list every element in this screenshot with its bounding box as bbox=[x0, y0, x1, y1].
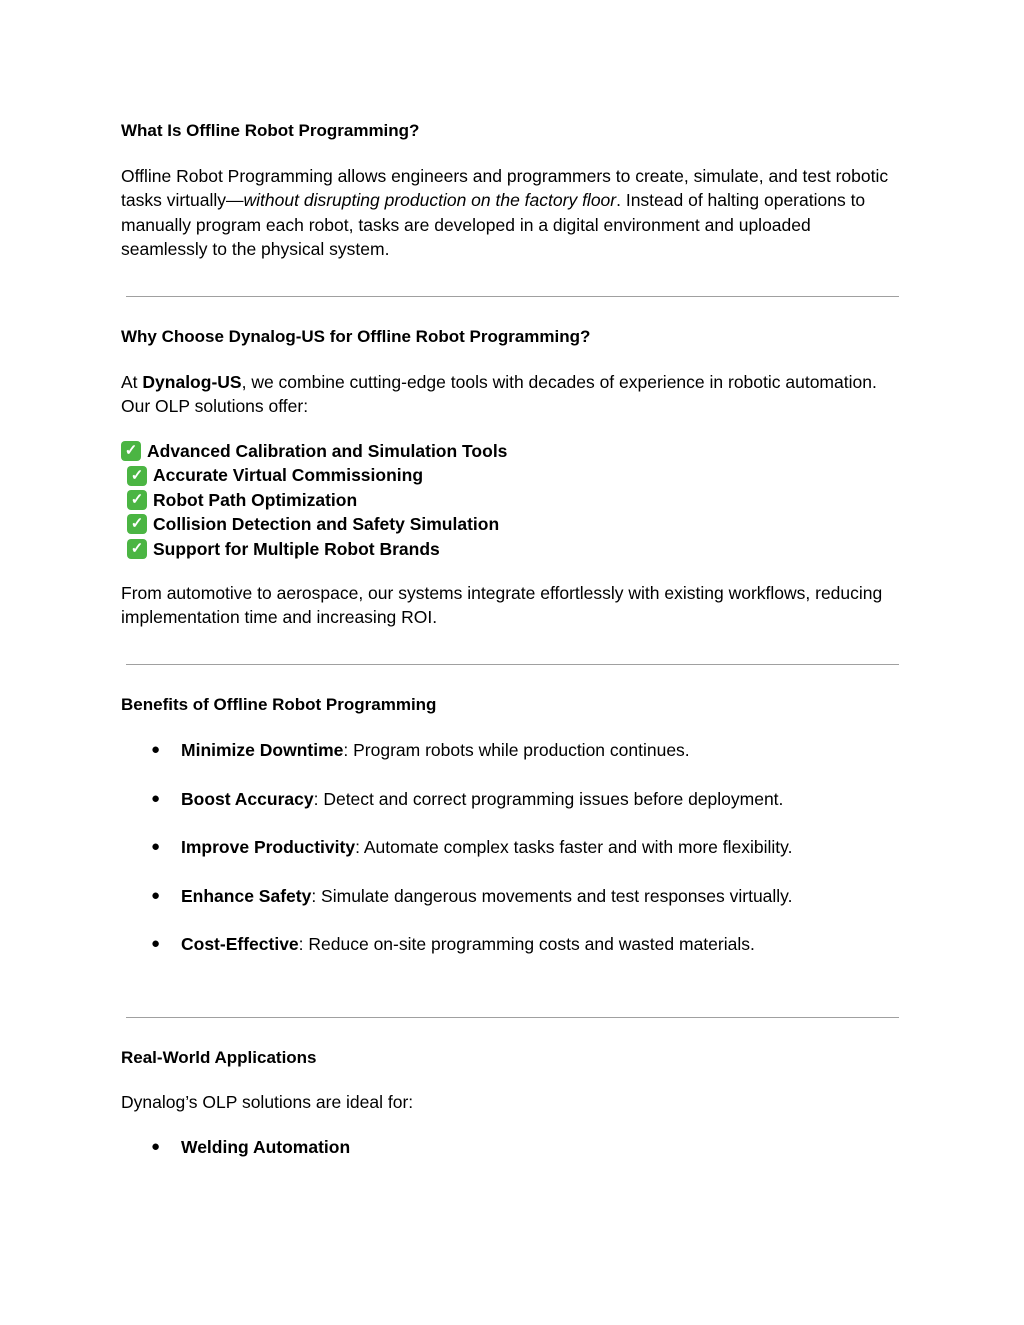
bullet-icon: ● bbox=[151, 935, 161, 952]
feature-checklist bbox=[121, 439, 507, 561]
benefit-desc: : Detect and correct programming issues before deployment. bbox=[313, 788, 784, 809]
para-text-italic: without disrupting production on the factory floor bbox=[243, 190, 617, 211]
intro-text-start: At bbox=[121, 372, 143, 392]
list-item bbox=[151, 738, 793, 762]
heading-what-is-olp: What Is Offline Robot Programming? bbox=[121, 121, 420, 140]
heading-applications: Real-World Applications bbox=[121, 1048, 317, 1067]
list-item bbox=[151, 884, 793, 908]
list-item bbox=[151, 787, 793, 811]
divider-2 bbox=[126, 664, 899, 665]
paragraph-applications-intro: Dynalog’s OLP solutions are ideal for: bbox=[121, 1092, 414, 1112]
divider-3 bbox=[126, 1017, 899, 1018]
divider-1 bbox=[126, 296, 899, 297]
bullet-icon: ● bbox=[151, 789, 161, 807]
feature-label: Collision Detection and Safety Simulation bbox=[153, 514, 500, 535]
check-mark-icon: ✓ bbox=[121, 441, 141, 461]
application-term: Welding Automation bbox=[181, 1137, 351, 1157]
paragraph-why-closing: From automotive to aerospace, our systems integrate effortlessly with existing workflows, reducing implementation time and increasing ROI. bbox=[121, 583, 883, 628]
benefit-term: Enhance Safety bbox=[181, 885, 312, 906]
feature-label: Robot Path Optimization bbox=[153, 489, 358, 510]
list-item bbox=[151, 1135, 350, 1159]
bullet-icon: ● bbox=[151, 838, 161, 855]
paragraph-what-is-olp bbox=[121, 164, 901, 262]
feature-item bbox=[121, 439, 507, 463]
benefit-desc: : Program robots while production continues. bbox=[343, 740, 690, 760]
bullet-icon: ● bbox=[151, 1138, 161, 1155]
benefit-desc: : Automate complex tasks faster and with more flexibility. bbox=[355, 837, 793, 857]
feature-item bbox=[121, 488, 507, 512]
check-mark-icon: ✓ bbox=[127, 490, 147, 510]
benefit-desc: : Simulate dangerous movements and test responses virtually. bbox=[311, 885, 793, 906]
feature-label: Accurate Virtual Commissioning bbox=[153, 465, 424, 486]
feature-item bbox=[121, 537, 507, 561]
bullet-icon: ● bbox=[151, 741, 161, 758]
intro-brand: Dynalog-US bbox=[142, 372, 242, 392]
list-item bbox=[151, 835, 793, 859]
benefit-term: Minimize Downtime bbox=[181, 740, 344, 760]
para-text-start: Offline Robot Programming allows engineers and programmers to create, simulate, and test robotic tasks virtually— bbox=[121, 166, 889, 211]
benefits-list bbox=[151, 738, 793, 956]
check-mark-icon: ✓ bbox=[127, 466, 147, 486]
intro-text-end: , we combine cutting-edge tools with decades of experience in robotic automation. Our OLP solutions offer: bbox=[121, 372, 877, 417]
applications-list bbox=[151, 1135, 350, 1159]
feature-item bbox=[121, 463, 507, 487]
benefit-desc: : Reduce on-site programming costs and wasted materials. bbox=[298, 934, 755, 954]
para-text-end: . Instead of halting operations to manually program each robot, tasks are developed in a digital environment and uploaded seamlessly to the physical system. bbox=[121, 190, 866, 260]
check-mark-icon: ✓ bbox=[127, 514, 147, 534]
check-mark-icon: ✓ bbox=[127, 539, 147, 559]
feature-item bbox=[121, 512, 507, 536]
feature-label: Advanced Calibration and Simulation Tools bbox=[147, 441, 508, 461]
bullet-icon: ● bbox=[151, 886, 161, 904]
benefit-term: Improve Productivity bbox=[181, 837, 356, 857]
heading-benefits: Benefits of Offline Robot Programming bbox=[121, 695, 437, 714]
heading-why-choose: Why Choose Dynalog-US for Offline Robot Programming? bbox=[121, 327, 591, 346]
benefit-term: Cost-Effective bbox=[181, 934, 299, 954]
list-item bbox=[151, 932, 793, 956]
feature-label: Support for Multiple Robot Brands bbox=[153, 538, 440, 559]
paragraph-why-intro bbox=[121, 370, 901, 419]
benefit-term: Boost Accuracy bbox=[181, 788, 314, 809]
